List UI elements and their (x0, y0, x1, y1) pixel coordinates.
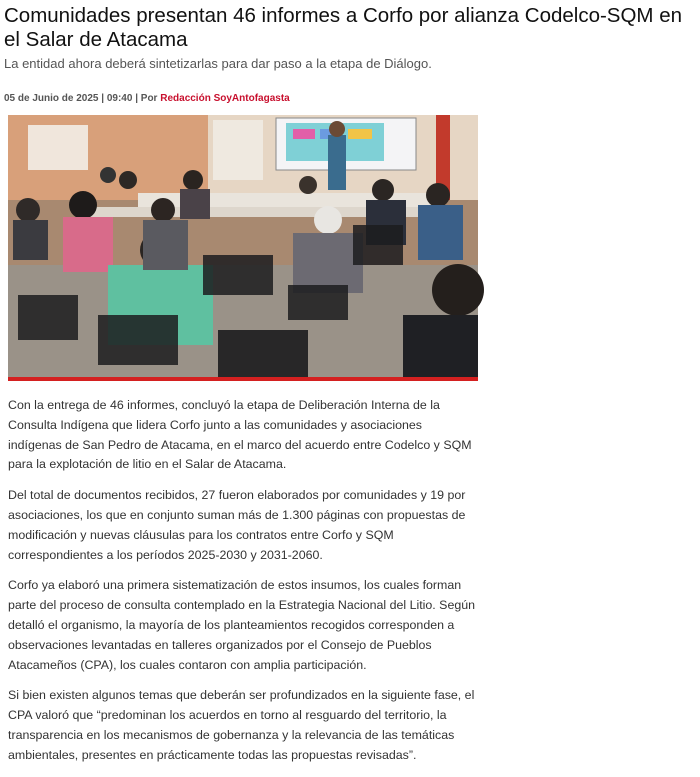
article-paragraph: Si bien existen algunos temas que deberán ser profundizados en la siguiente fase, el CPA valoró que “predominan los acuerdos en torno al resguardo del territorio, la transparencia en los mecanismos de gobernanza y la relevancia de las temáticas ambientales, presentes en prácticamente todas las propuestas revisadas”. (8, 688, 475, 762)
article-subtitle: La entidad ahora deberá sintetizarlas para dar paso a la etapa de Diálogo. (4, 56, 432, 71)
article-paragraph: Del total de documentos recibidos, 27 fueron elaborados por comunidades y 19 por asociaciones, los que en conjunto suman más de 1.300 páginas con propuestas de modificación y nuevas cláusulas para los contratos entre Corfo y SQM correspondientes a los períodos 2025-2030 y 2031-2060. (8, 488, 466, 562)
article-body (8, 396, 478, 777)
article-paragraph: Con la entrega de 46 informes, concluyó la etapa de Deliberación Interna de la Consulta Indígena que lidera Corfo junto a las comunidades y asociaciones indígenas de San Pedro de Atacama, en el marco del acuerdo entre Codelco y SQM para la explotación de litio en el Salar de Atacama. (8, 398, 472, 472)
article-date: 05 de Junio de 2025 | 09:40 | Por (4, 93, 161, 104)
article-paragraph: Corfo ya elaboró una primera sistematización de estos insumos, los cuales forman parte del proceso de consulta contemplado en la Estrategia Nacional del Litio. Según detalló el organismo, la mayoría de los planteamientos recogidos corresponden a observaciones levantadas en talleres organizados por el Consejo de Pueblos Atacameños (CPA), los cuales contaron con amplia participación. (8, 578, 476, 672)
author-link[interactable]: Redacción SoyAntofagasta (160, 93, 290, 104)
article-headline: Comunidades presentan 46 informes a Corfo por alianza Codelco-SQM en el Salar de Atacama (4, 4, 683, 51)
article-photo (8, 115, 478, 381)
article-meta (4, 92, 290, 105)
meeting-photo-illustration (8, 115, 478, 377)
